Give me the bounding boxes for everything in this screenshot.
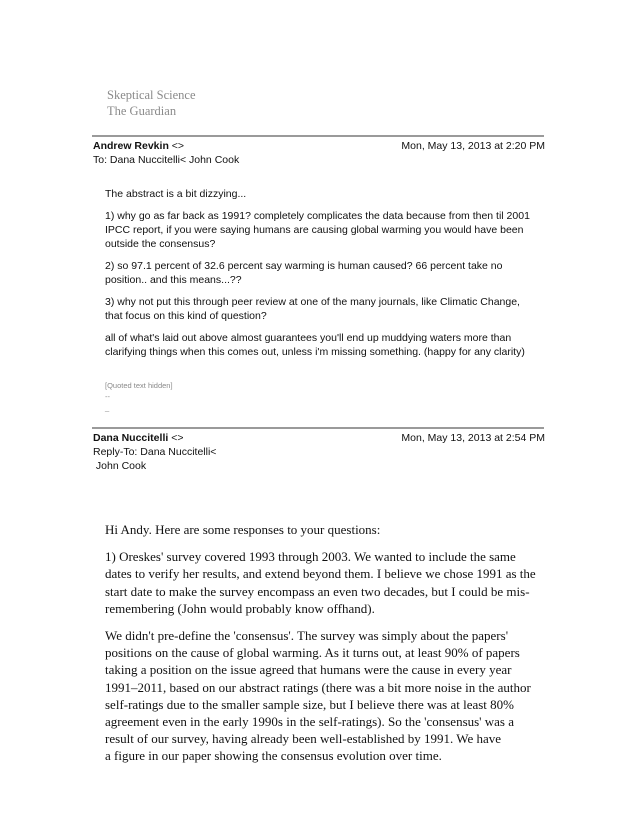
text-line: 3) why not put this through peer review at one of the many journals, like Climatic Change, (105, 296, 520, 308)
email1-header (93, 139, 545, 167)
text-line: result of our survey, having already been well-established by 1991. We have (105, 731, 502, 747)
header-divider-1 (92, 135, 544, 137)
email1-paragraph (105, 187, 545, 201)
text-line: taking a position on the issue agreed that humans were the cause in every year (105, 662, 512, 678)
email1-to: To: Dana Nuccitelli< John Cook (93, 154, 240, 166)
top-links (107, 87, 196, 119)
text-line: outside the consensus? (105, 238, 216, 250)
email1-paragraph (105, 295, 545, 323)
email1-quoted-block (105, 380, 173, 413)
email2-header (93, 431, 545, 473)
email2-sender-address: <> (171, 432, 184, 444)
text-line: clarifying things when this comes out, unless i'm missing something. (happy for any clarity) (105, 346, 525, 358)
email2-paragraph (105, 521, 555, 538)
email1-body (105, 187, 545, 367)
email1-paragraph (105, 209, 545, 251)
email1-date: Mon, May 13, 2013 at 2:20 PM (401, 140, 545, 152)
text-line: that focus on this kind of question? (105, 310, 267, 322)
text-line: dates to verify her results, and extend beyond them. I believe we chose 1991 as the (105, 566, 536, 582)
quoted-text-hidden-link[interactable]: [Quoted text hidden] (105, 381, 173, 390)
text-line: 1991–2011, based on our abstract ratings (there was a bit more noise in the author (105, 679, 531, 695)
text-line: 1) why go as far back as 1991? completely complicates the data because from then til 2001 (105, 210, 530, 222)
email2-date: Mon, May 13, 2013 at 2:54 PM (401, 432, 545, 444)
text-line: agreement even in the early 1990s in the self-ratings). So the 'consensus' was a (105, 714, 515, 730)
email1-sender-name: Andrew Revkin (93, 140, 169, 152)
text-line: We didn't pre-define the 'consensus'. The survey was simply about the papers' (105, 628, 509, 644)
email1-sender (93, 139, 184, 153)
text-line: Hi Andy. Here are some responses to your questions: (105, 522, 381, 537)
email2-sender (93, 431, 183, 445)
email2-body (105, 521, 555, 773)
email2-sender-name: Dana Nuccitelli (93, 432, 169, 444)
text-line: remembering (John would probably know offhand). (105, 600, 375, 616)
email2-paragraph (105, 548, 555, 617)
email1-paragraph (105, 259, 545, 287)
text-line: position.. and this means...?? (105, 274, 242, 286)
signature-underscore: _ (105, 403, 110, 412)
text-line: IPCC report, if you were saying humans are causing global warming you would have been (105, 224, 524, 236)
signature-dashes: -- (105, 392, 110, 401)
email1-paragraph (105, 331, 545, 359)
email1-sender-address: <> (171, 140, 185, 152)
header-divider-2 (92, 427, 544, 429)
text-line: all of what's laid out above almost guarantees you'll end up muddying waters more than (105, 332, 512, 344)
text-line: 1) Oreskes' survey covered 1993 through 2003. We wanted to include the same (105, 549, 516, 565)
email2-cc: John Cook (93, 460, 147, 472)
link-skeptical-science[interactable]: Skeptical Science (107, 88, 196, 102)
text-line: start date to make the survey encompass an even two decades, but I could be mis- (105, 583, 530, 599)
text-line: positions on the cause of global warming. As it turns out, at least 90% of papers (105, 645, 520, 661)
text-line: a figure in our paper showing the consensus evolution over time. (105, 748, 442, 764)
text-line: self-ratings due to the smaller sample size, but I believe there was at least 80% (105, 696, 514, 712)
email2-reply-to: Reply-To: Dana Nuccitelli< (93, 446, 217, 458)
email2-paragraph (105, 627, 555, 765)
link-the-guardian[interactable]: The Guardian (107, 104, 177, 118)
text-line: The abstract is a bit dizzying... (105, 188, 247, 200)
text-line: 2) so 97.1 percent of 32.6 percent say warming is human caused? 66 percent take no (105, 260, 503, 272)
